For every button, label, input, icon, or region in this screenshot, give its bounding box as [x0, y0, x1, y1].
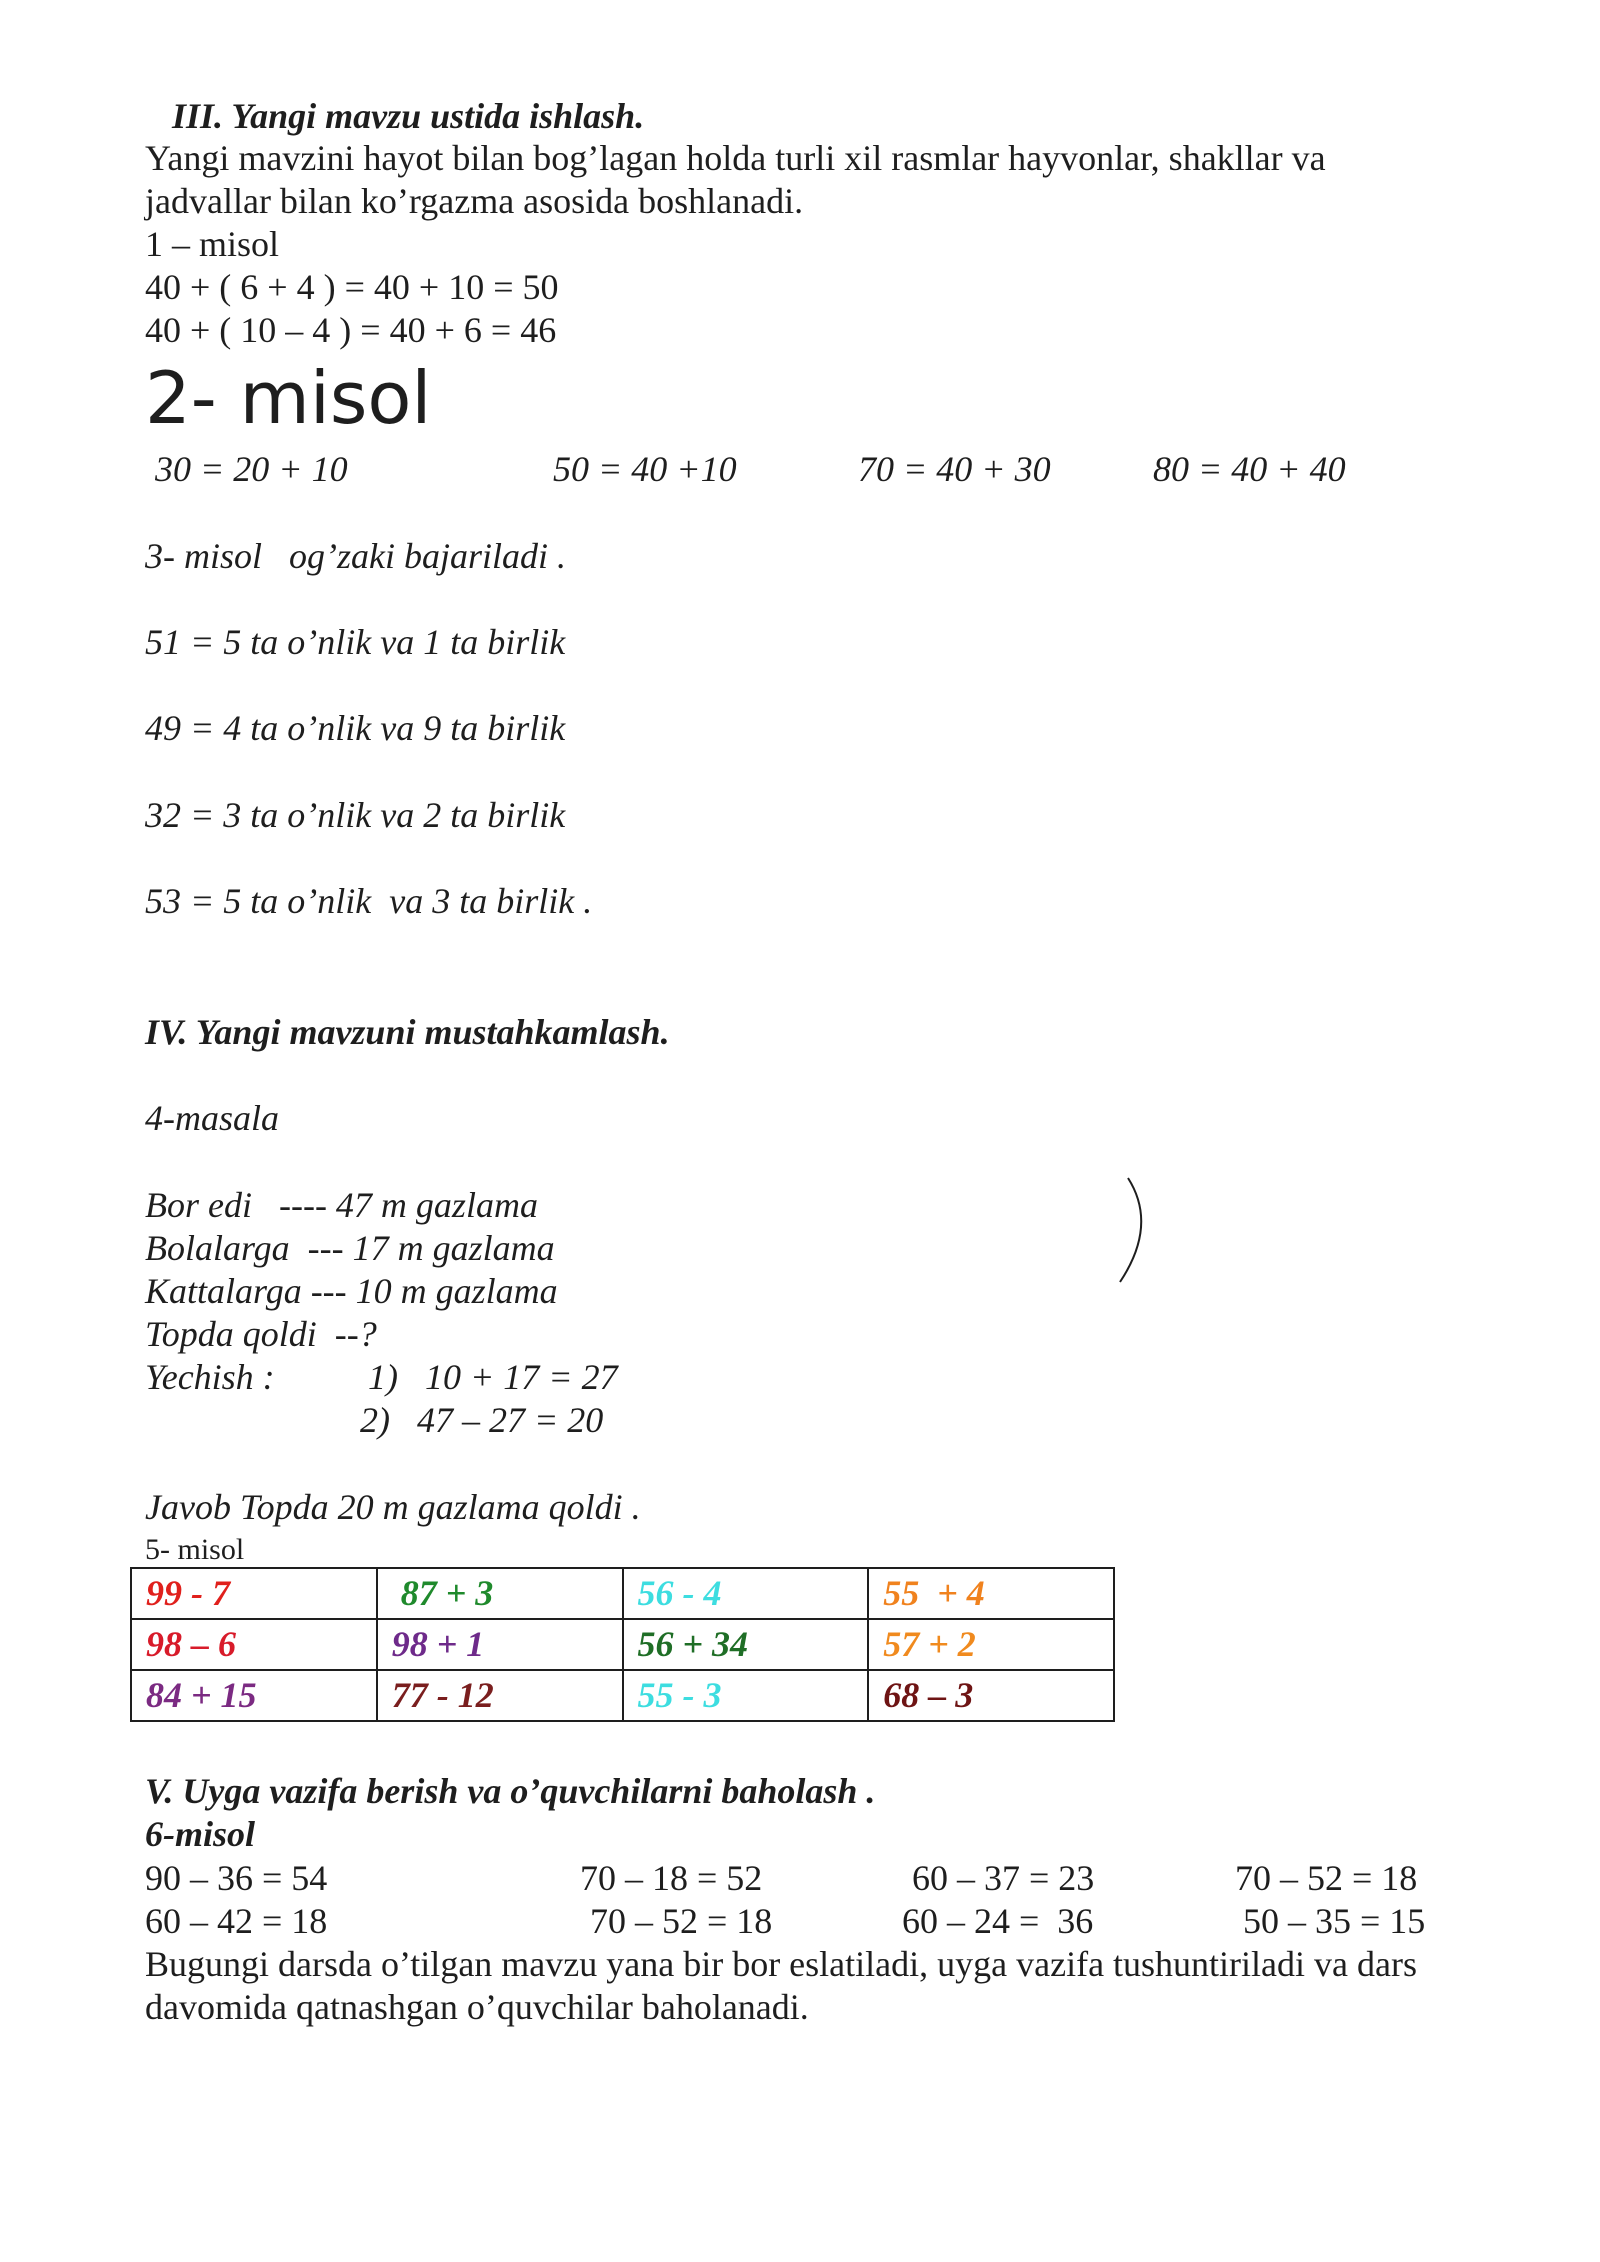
section4-heading: IV. Yangi mavzuni mustahkamlash.: [145, 1012, 670, 1052]
closing-line1: Bugungi darsda o’tilgan mavzu yana bir bor eslatiladi, uyga vazifa tushuntiriladi va dars: [145, 1944, 1417, 1984]
task4-line-2: Bolalarga --- 17 m gazlama: [145, 1228, 555, 1268]
table-cell: 55 - 3: [623, 1670, 869, 1721]
table-cell: 87 + 3: [377, 1568, 623, 1619]
example5-title: 5- misol: [145, 1533, 245, 1566]
table-cell: 99 - 7: [131, 1568, 377, 1619]
example6-r2-c2: 70 – 52 = 18: [590, 1901, 773, 1941]
solution-label: Yechish :: [145, 1357, 275, 1397]
table-cell: 68 – 3: [868, 1670, 1114, 1721]
task4-title: 4-masala: [145, 1098, 279, 1138]
task4-line-3: Kattalarga --- 10 m gazlama: [145, 1271, 558, 1311]
example6-r1-c1: 90 – 36 = 54: [145, 1858, 328, 1898]
task4-answer: Javob Topda 20 m gazlama qoldi .: [145, 1487, 641, 1527]
table-cell: 98 + 1: [377, 1619, 623, 1670]
section5-heading: V. Uyga vazifa berish va o’quvchilarni baholash .: [145, 1771, 876, 1811]
example1-line2: 40 + ( 10 – 4 ) = 40 + 6 = 46: [145, 310, 557, 350]
section3-intro-line1: Yangi mavzini hayot bilan bog’lagan holda turli xil rasmlar hayvonlar, shakllar va: [145, 138, 1326, 178]
solution-step-1: 1) 10 + 17 = 27: [368, 1357, 618, 1397]
example2-title: 2- misol: [145, 356, 432, 440]
example1-title: 1 – misol: [145, 224, 280, 264]
table-row: [131, 1670, 1114, 1721]
example3-item-1: 51 = 5 ta o’nlik va 1 ta birlik: [145, 622, 566, 662]
table-cell: 57 + 2: [868, 1619, 1114, 1670]
task4-line-4: Topda qoldi --?: [145, 1314, 377, 1354]
table-cell: 55 + 4: [868, 1568, 1114, 1619]
table-cell: 56 - 4: [623, 1568, 869, 1619]
table-cell: 56 + 34: [623, 1619, 869, 1670]
example3-item-2: 49 = 4 ta o’nlik va 9 ta birlik: [145, 708, 566, 748]
example6-r1-c2: 70 – 18 = 52: [580, 1858, 763, 1898]
example5-table: [130, 1567, 1115, 1722]
table-cell: 98 – 6: [131, 1619, 377, 1670]
example6-r2-c3: 60 – 24 = 36: [902, 1901, 1094, 1941]
example1-line1: 40 + ( 6 + 4 ) = 40 + 10 = 50: [145, 267, 559, 307]
solution-step-2: 2) 47 – 27 = 20: [360, 1400, 604, 1440]
example6-r2-c1: 60 – 42 = 18: [145, 1901, 328, 1941]
example3-item-3: 32 = 3 ta o’nlik va 2 ta birlik: [145, 795, 566, 835]
example6-title: 6-misol: [145, 1814, 256, 1854]
example6-r2-c4: 50 – 35 = 15: [1243, 1901, 1426, 1941]
bracket-arc: [1110, 1170, 1160, 1290]
example6-r1-c4: 70 – 52 = 18: [1235, 1858, 1418, 1898]
example6-r1-c3: 60 – 37 = 23: [912, 1858, 1095, 1898]
task4-line-1: Bor edi ---- 47 m gazlama: [145, 1185, 538, 1225]
section3-intro-line2: jadvallar bilan ko’rgazma asosida boshlanadi.: [145, 181, 804, 221]
closing-line2: davomida qatnashgan o’quvchilar baholanadi.: [145, 1987, 809, 2027]
example3-title: 3- misol og’zaki bajariladi .: [145, 536, 566, 576]
example2-item-2: 50 = 40 +10: [553, 449, 737, 489]
example2-item-3: 70 = 40 + 30: [858, 449, 1051, 489]
example3-item-4: 53 = 5 ta o’nlik va 3 ta birlik .: [145, 881, 593, 921]
table-row: [131, 1568, 1114, 1619]
table-row: [131, 1619, 1114, 1670]
example2-item-1: 30 = 20 + 10: [155, 449, 348, 489]
example2-item-4: 80 = 40 + 40: [1153, 449, 1346, 489]
section3-heading: III. Yangi mavzu ustida ishlash.: [172, 96, 645, 136]
table-cell: 77 - 12: [377, 1670, 623, 1721]
table-cell: 84 + 15: [131, 1670, 377, 1721]
